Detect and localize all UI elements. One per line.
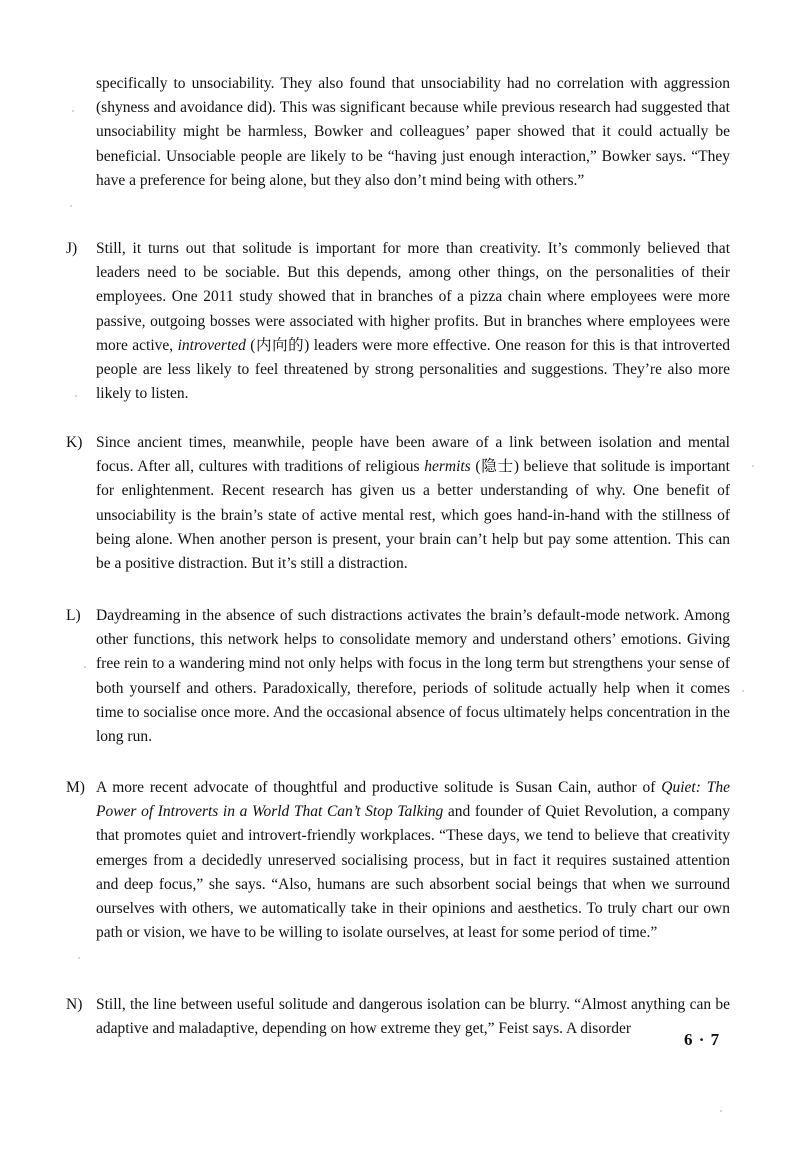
paragraph-text: Still, it turns out that solitude is important for more than creativity. It’s commonly believed that leaders need to be sociable. But this depends, among other things, on the personalities of their employees. One 2011 study showed that in branches of a pizza chain where employees were more passive, outgoing bosses were associated with higher profits. But in branches where employees were more active, <box>96 240 730 354</box>
paragraph-label-l: L) <box>66 607 81 624</box>
paragraph-text: (内向的) leaders were more effective. One reason for this is that introverted people are less likely to feel threatened by strong personalities and suggestions. They’re also more likely to listen. <box>96 336 730 403</box>
paragraph-label-k: K) <box>66 434 83 451</box>
paragraph-text: and founder of Quiet Revolution, a company that promotes quiet and introvert-friendly workplaces. “These days, we tend to believe that creativity emerges from a decidedly unreserved socialising process, but in fact it requires sustained attention and deep focus,” she says. “Also, humans are such absorbent social beings that when we surround ourselves with others, we automatically take in their opinions and aesthetics. To truly chart our own path or vision, we have to be willing to isolate ourselves, at least for some period of time.” <box>96 803 730 942</box>
paragraph-label-j: J) <box>66 240 78 257</box>
scan-speck <box>75 395 77 397</box>
scan-speck <box>78 957 80 959</box>
paragraph-text: Still, the line between useful solitude and dangerous isolation can be blurry. “Almost anything can be adaptive and maladaptive, depending on how extreme they get,” Feist says. A disorder <box>96 996 730 1038</box>
scan-speck <box>720 1110 722 1112</box>
scan-speck <box>752 465 754 467</box>
italic-term: Quiet: The Power of Introverts in a World That Can’t Stop Talking <box>96 779 730 821</box>
paragraph-k <box>96 431 730 576</box>
paragraph-text: (隐士) believe that solitude is important for enlightenment. Recent research has given us a better understanding of why. One benefit of unsociability is the brain’s state of active mental rest, which goes hand-in-hand with the stillness of being alone. When another person is present, your brain can’t help but pay some attention. This can be a positive distraction. But it’s still a distraction. <box>96 458 730 573</box>
italic-term: hermits <box>424 458 471 476</box>
paragraph-text: A more recent advocate of thoughtful and productive solitude is Susan Cain, author of <box>96 779 662 796</box>
paragraph-continued <box>96 72 730 193</box>
paragraph-label-m: M) <box>66 779 85 796</box>
scan-speck <box>742 690 744 692</box>
scan-speck <box>70 205 72 207</box>
paragraph-label-n: N) <box>66 996 83 1013</box>
paragraph-text: specifically to unsociability. They also found that unsociability had no correlation with aggression (shyness and avoidance did). This was significant because while previous research had suggested that unsociability might be harmless, Bowker and colleagues’ paper showed that it could actually be beneficial. Unsociable people are likely to be “having just enough interaction,” Bowker says. “They have a preference for being alone, but they also don’t mind being with others.” <box>96 75 730 189</box>
scan-speck <box>72 110 74 112</box>
paragraph-text: Since ancient times, meanwhile, people have been aware of a link between isolation and mental focus. After all, cultures with traditions of religious <box>96 434 730 476</box>
paragraph-m <box>96 776 730 945</box>
paragraph-n <box>96 993 730 1041</box>
page-number: 6 · 7 <box>684 1030 721 1049</box>
paragraph-j <box>96 237 730 406</box>
paragraph-l <box>96 604 730 749</box>
scan-speck <box>84 666 86 668</box>
italic-term: introverted <box>177 336 246 354</box>
paragraph-text: Daydreaming in the absence of such distractions activates the brain’s default-mode network. Among other functions, this network helps to consolidate memory and understand others’ emotions. Giving free rein to a wandering mind not only helps with focus in the long term but strengthens your sense of both yourself and others. Paradoxically, therefore, periods of solitude actually help when it comes time to socialise once more. And the occasional absence of focus ultimately helps concentration in the long run. <box>96 607 730 746</box>
